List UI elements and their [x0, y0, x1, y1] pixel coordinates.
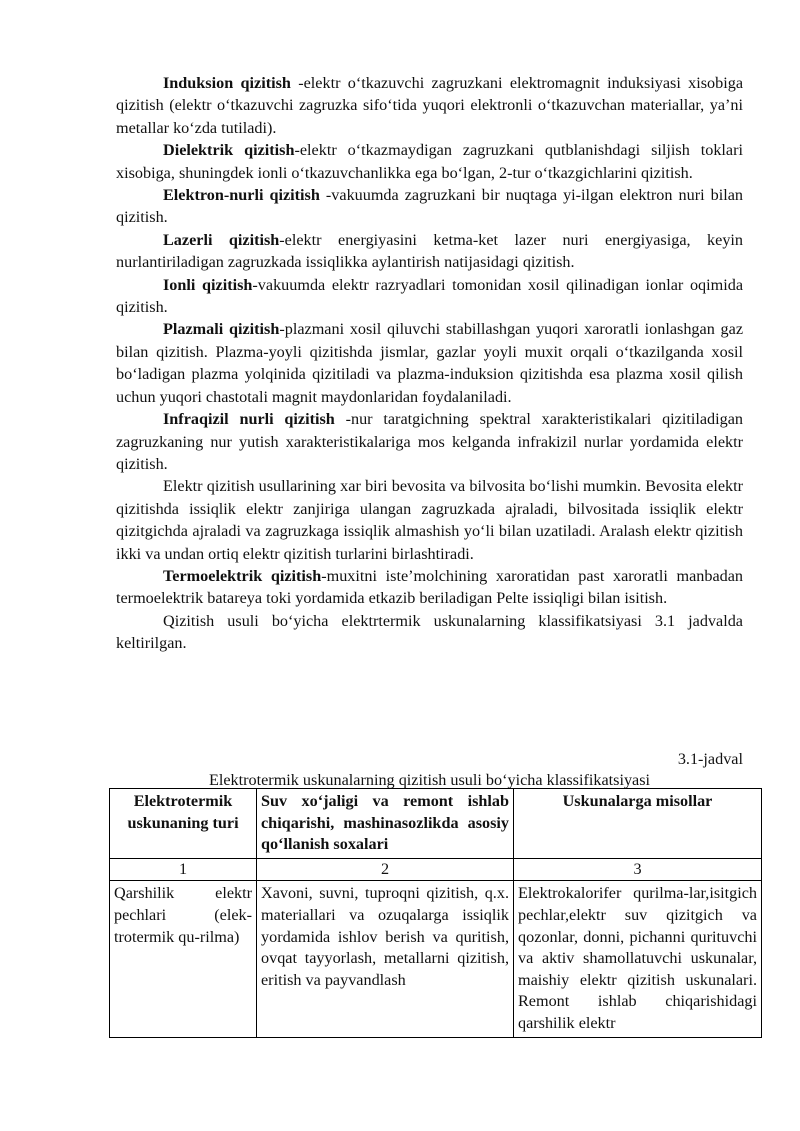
definition-ionli: -vakuumda elektr razryadlari tomonidan xosil qilinadigan ionlar oqimida qizitish. — [116, 275, 743, 317]
term-dielektrik: Dielektrik qizitish — [163, 141, 295, 160]
table-header-row — [110, 789, 762, 859]
paragraph-dielektrik — [116, 139, 743, 184]
paragraph-ionli — [116, 274, 743, 319]
paragraph-usullar — [116, 475, 743, 565]
table-column-numbers-row — [110, 858, 762, 881]
term-lazerli: Lazerli qizitish — [163, 230, 280, 249]
term-infraqizil: Infraqizil nurli qizitish — [163, 410, 335, 429]
definition-termoelektrik: -muxitni iste’molchining xaroratidan past xaroratli manbadan termoelektrik batareya toki yordamida etkazib beriladigan Pelte issiqligi bilan isitish. — [116, 566, 743, 608]
definition-induksion: -elektr o‘tkazuvchi zagruzkani elektromagnit induksiyasi xisobiga qizitish (elektr o‘tkazuvchi zagruzka sifo‘tida yuqori elektronli o‘tkazuvchan materiallar, ya’ni metallar ko‘zda tutiladi). — [116, 74, 743, 137]
paragraph-elektron-nurli — [116, 184, 743, 229]
term-induksion: Induksion qizitish — [163, 74, 291, 92]
definition-infraqizil: -nur taratgichning spektral xarakteristikalari qizitiladigan zagruzkaning nur yutish xarakteristikalariga mos kelganda infrakizil nurlar yordamida elektr qizitish. — [116, 410, 743, 473]
paragraph-klassifikatsiya — [116, 610, 743, 655]
column-number-1: 1 — [110, 858, 257, 881]
body-text — [116, 72, 743, 655]
table-row — [110, 881, 762, 1037]
definition-elektron-nurli: -vakuumda zagruzkani bir nuqtaga yi-ilgan elektron nuri bilan qizitish. — [116, 186, 744, 227]
paragraph-plazmali — [116, 318, 743, 408]
text-usullar: Elektr qizitish usullarining xar biri bevosita va bilvosita bo‘lishi mumkin. Bevosita elektr qizitishda issiqlik elektr zanjiriga ulangan zagruzkada ajraladi, bilvositada issiqlik elektr qizitgichda ajraladi va zagruzkaga issiqlik almashish yo‘li bilan uzatiladi. Aralash elektr qizitish ikki va undan ortiq elektr qizitish turlarini birlashtiradi. — [116, 477, 743, 563]
cell-examples: Elektrokalorifer qurilma-lar,isitgich pechlar,elektr suv qizitgich va qozonlar, donni, pichanni qurituvchi va aktiv shamollatuvchi uskunalar, maishiy elektr qizitish uskunalari. Remont ishlab chiqarishidagi qarshilik elektr — [514, 881, 762, 1037]
term-ionli: Ionli qizitish — [163, 275, 253, 294]
definition-plazmali: -plazmani xosil qiluvchi stabillashgan yuqori xaroratli ionlashgan gaz bilan qizitish. Plazma-yoyli qizitishda jismlar, gazlar yoyli muxit orqali o‘tkazilganda xosil bo‘ladigan plazma yolqinida qizitiladi va plazma-induksion qizitishda esa plazma xosil qilish uchun yuqori chastotali magnit maydonlaridan foydalaniladi. — [116, 320, 744, 406]
term-termoelektrik: Termoelektrik qizitish — [163, 566, 322, 585]
classification-table — [109, 788, 762, 1038]
term-elektron-nurli: Elektron-nurli qizitish — [163, 186, 320, 205]
table-number: 3.1-jadval — [677, 750, 743, 768]
column-number-3: 3 — [514, 858, 762, 881]
header-equipment-type: Elektrotermik uskunaning turi — [110, 789, 257, 859]
column-number-2: 2 — [257, 858, 514, 881]
cell-application-areas: Xavoni, suvni, tuproqni qizitish, q.x. materiallari va ozuqalarga issiqlik yordamida ishlov berish va quritish, ovqat tayyorlash, metallarni qizitish, eritish va payvandlash — [257, 881, 514, 1037]
definition-lazerli: -elektr energiyasini ketma-ket lazer nuri energiyasiga, keyin nurlantiriladigan zagruzkada issiqlikka aylantirish natijasidagi qizitish. — [116, 230, 744, 272]
header-application-areas: Suv xo‘jaligi va remont ishlab chiqarishi, mashinasozlikda asosiy qo‘llanish soxalari — [257, 789, 514, 859]
paragraph-induksion — [116, 72, 743, 139]
table-title: Elektrotermik uskunalarning qizitish usuli bo‘yicha klassifikatsiyasi — [208, 771, 651, 789]
text-klassifikatsiya: Qizitish usuli bo‘yicha elektrtermik uskunalarning klassifikatsiyasi 3.1 jadvalda keltirilgan. — [116, 611, 743, 653]
paragraph-termoelektrik — [116, 565, 743, 610]
paragraph-infraqizil — [116, 408, 743, 475]
paragraph-lazerli — [116, 229, 743, 274]
term-plazmali: Plazmali qizitish — [163, 320, 280, 339]
definition-dielektrik: -elektr o‘tkazmaydigan zagruzkani qutblanishdagi siljish toklari xisobiga, shuningdek ionli o‘tkazuvchanlikka ega bo‘lgan, 2-tur o‘tkazgichlarini qizitish. — [116, 141, 743, 182]
cell-equipment-type: Qarshilik elektr pechlari (elek-trotermik qu-rilma) — [110, 881, 257, 1037]
header-examples: Uskunalarga misollar — [514, 789, 762, 859]
